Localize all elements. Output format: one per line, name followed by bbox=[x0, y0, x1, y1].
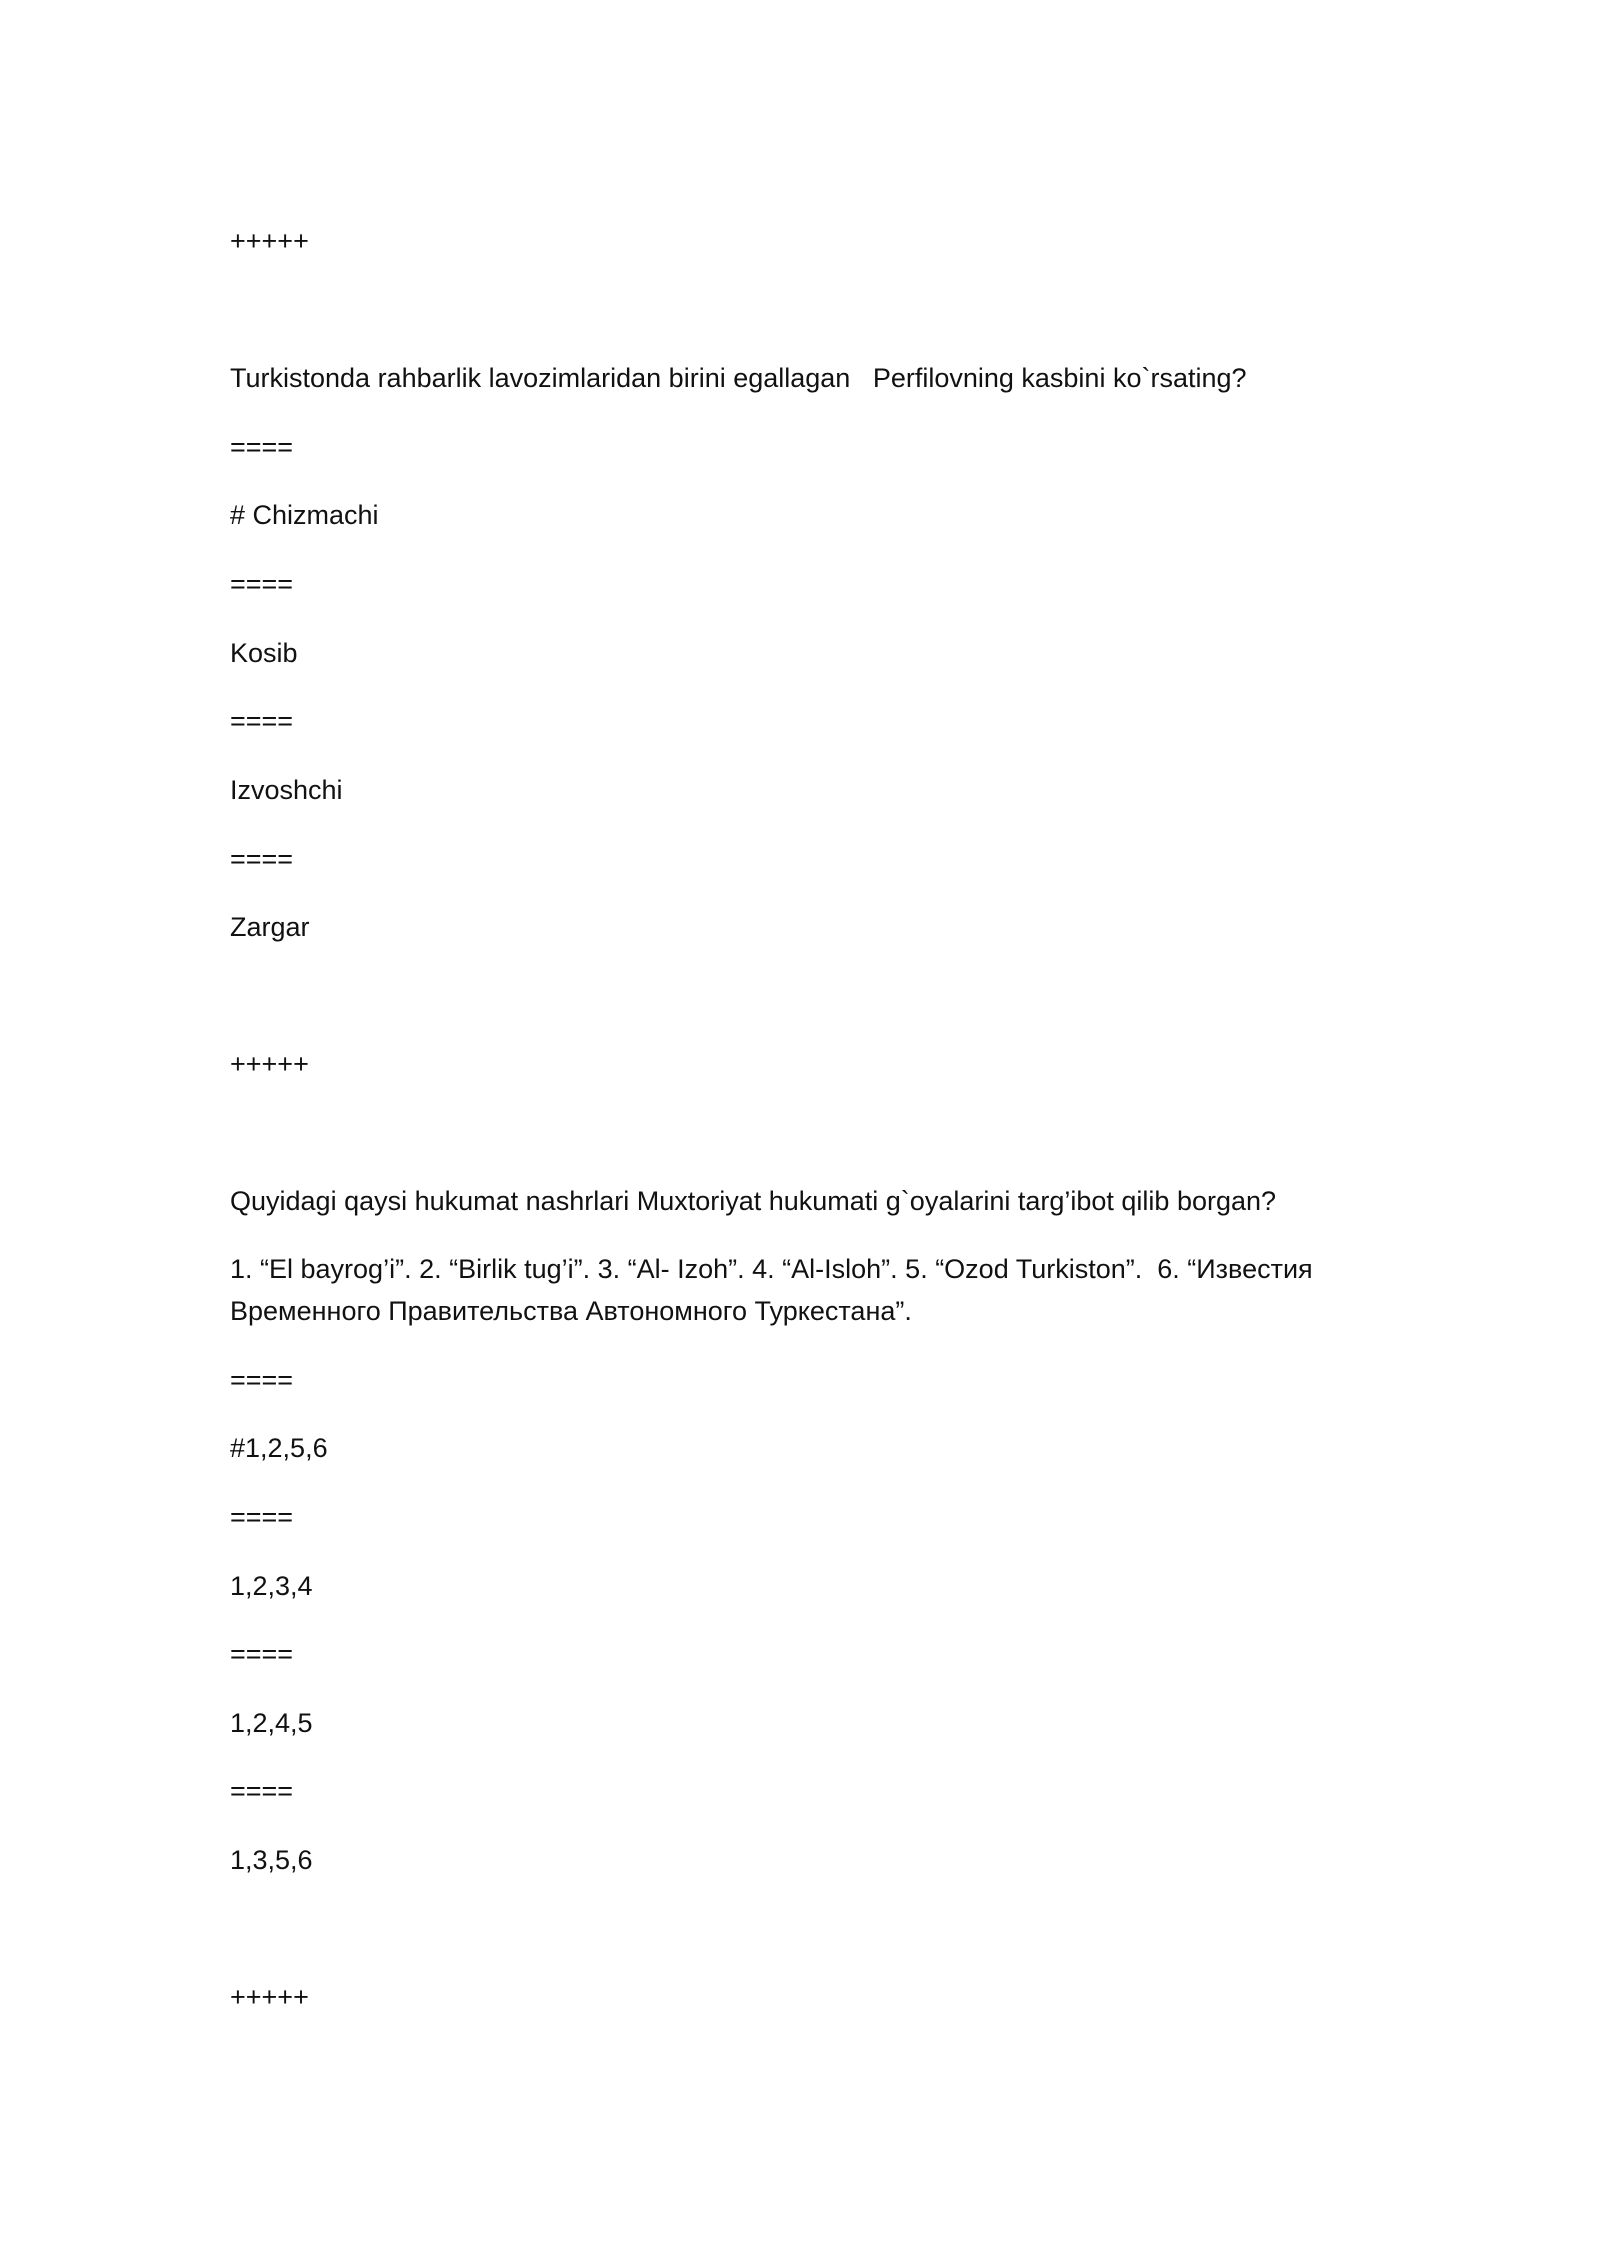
answer-divider: ==== bbox=[230, 844, 294, 874]
answer-option: Zargar bbox=[230, 912, 310, 942]
separator: +++++ bbox=[230, 1982, 309, 2012]
answer-divider: ==== bbox=[230, 432, 294, 462]
answer-option: 1,3,5,6 bbox=[230, 1845, 313, 1875]
question-text: Quyidagi qaysi hukumat nashrlari Muxtoriyat hukumati g`oyalarini targ’ibot qilib borgan? bbox=[230, 1186, 1277, 1216]
answer-option: 1,2,3,4 bbox=[230, 1571, 313, 1601]
separator: +++++ bbox=[230, 226, 309, 256]
answer-divider: ==== bbox=[230, 1502, 294, 1532]
question-options: 1. “El bayrog’i”. 2. “Birlik tug’i”. 3. “Al- Izoh”. 4. “Al-Isloh”. 5. “Ozod Turkiston”. 6. “Известия Временного Правительства Автономного Туркестана”. bbox=[230, 1254, 1321, 1326]
answer-option: Izvoshchi bbox=[230, 775, 343, 805]
answer-divider: ==== bbox=[230, 569, 294, 599]
answer-option: Kosib bbox=[230, 638, 298, 668]
answer-divider: ==== bbox=[230, 706, 294, 736]
separator: +++++ bbox=[230, 1049, 309, 1079]
answer-option: # Chizmachi bbox=[230, 500, 379, 530]
answer-option: 1,2,4,5 bbox=[230, 1708, 313, 1738]
answer-divider: ==== bbox=[230, 1365, 294, 1395]
question-text: Turkistonda rahbarlik lavozimlaridan birini egallagan Perfilovning kasbini ko`rsating? bbox=[230, 363, 1247, 393]
answer-divider: ==== bbox=[230, 1639, 294, 1669]
answer-option: #1,2,5,6 bbox=[230, 1433, 328, 1463]
answer-divider: ==== bbox=[230, 1776, 294, 1806]
